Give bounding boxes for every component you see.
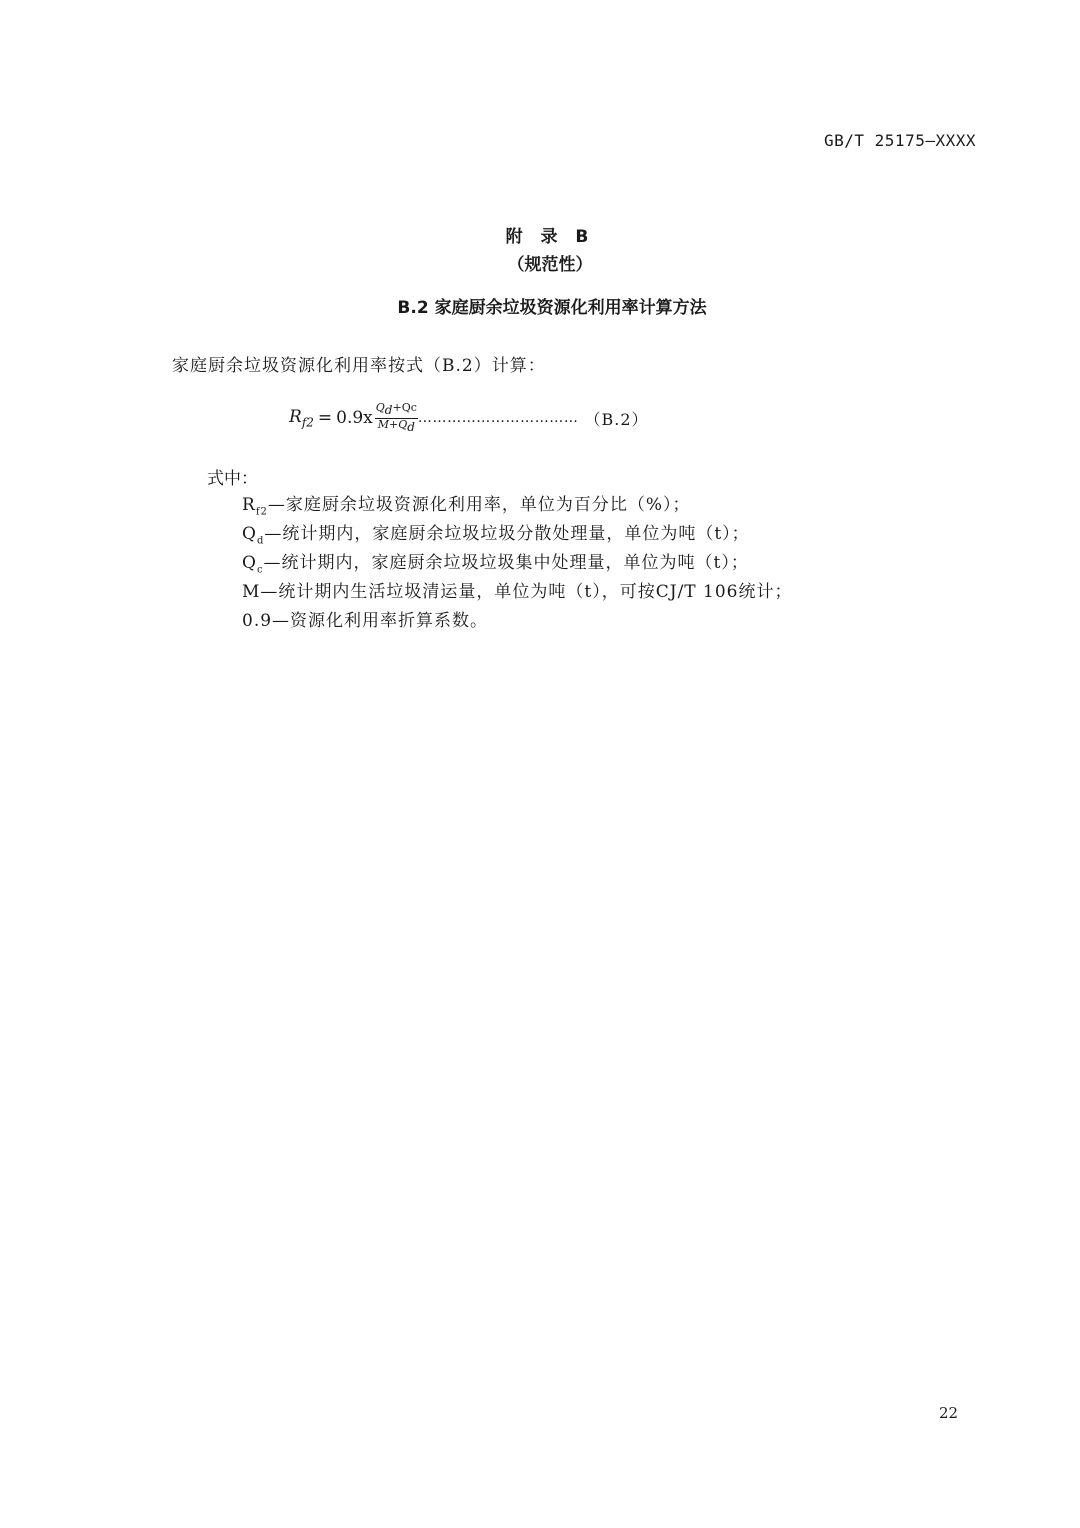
formula-coefficient: 0.9x — [336, 408, 373, 428]
page-number: 22 — [939, 1404, 959, 1422]
intro-text: 家庭厨余垃圾资源化利用率按式（B.2）计算： — [172, 356, 546, 376]
symbol-main: R — [242, 495, 256, 515]
symbol-main: M — [242, 582, 261, 602]
numerator-sub: d — [384, 402, 393, 417]
appendix-type: （规范性） — [507, 255, 593, 275]
symbol-sub: c — [256, 564, 264, 576]
definition-item — [242, 606, 488, 633]
definition-symbol — [242, 553, 264, 576]
formula-lhs-sub: f2 — [301, 415, 314, 430]
formula-denominator — [377, 419, 416, 435]
formula-equals: = — [317, 408, 333, 428]
header-standard-code: GB/T 25175—XXXX — [824, 131, 976, 150]
definition-item — [242, 490, 691, 517]
symbol-main: 0.9 — [242, 611, 273, 631]
definition-symbol — [242, 524, 265, 547]
equation-number: （B.2） — [584, 409, 649, 429]
definition-text: —家庭厨余垃圾资源化利用率，单位为百分比（%）； — [267, 495, 691, 515]
definition-text: —资源化利用率折算系数。 — [272, 611, 489, 631]
where-label: 式中： — [207, 469, 258, 489]
definition-text: —统计期内，家庭厨余垃圾垃圾分散处理量，单位为吨（t）； — [264, 524, 750, 544]
formula-fraction — [375, 402, 418, 435]
denominator-sub: d — [407, 419, 415, 434]
symbol-main: Q — [242, 524, 257, 544]
section-title: B.2 家庭厨余垃圾资源化利用率计算方法 — [397, 298, 707, 318]
symbol-sub: f2 — [255, 506, 268, 518]
symbol-sub: d — [256, 535, 265, 547]
definition-text: —统计期内，家庭厨余垃圾垃圾集中处理量，单位为吨（t）； — [263, 553, 749, 573]
formula-lhs-main: R — [289, 406, 302, 427]
definition-symbol — [242, 582, 260, 602]
symbol-main: Q — [242, 553, 257, 573]
formula-lhs — [289, 407, 314, 429]
definition-symbol — [242, 611, 272, 631]
definition-item — [242, 519, 750, 546]
appendix-title: 附 录 B — [505, 227, 595, 247]
numerator-symbol: Q — [375, 400, 385, 414]
formula-numerator — [375, 402, 418, 419]
definition-symbol — [242, 495, 268, 518]
definition-item — [242, 548, 749, 575]
formula — [289, 398, 649, 438]
denominator-symbol: M+Q — [377, 417, 408, 431]
definition-item — [242, 577, 793, 604]
definition-text: —统计期内生活垃圾清运量，单位为吨（t），可按CJ/T 106统计； — [260, 582, 793, 602]
numerator-rest: +Qc — [392, 400, 417, 414]
formula-leader-dots: …………………………… — [417, 410, 579, 426]
